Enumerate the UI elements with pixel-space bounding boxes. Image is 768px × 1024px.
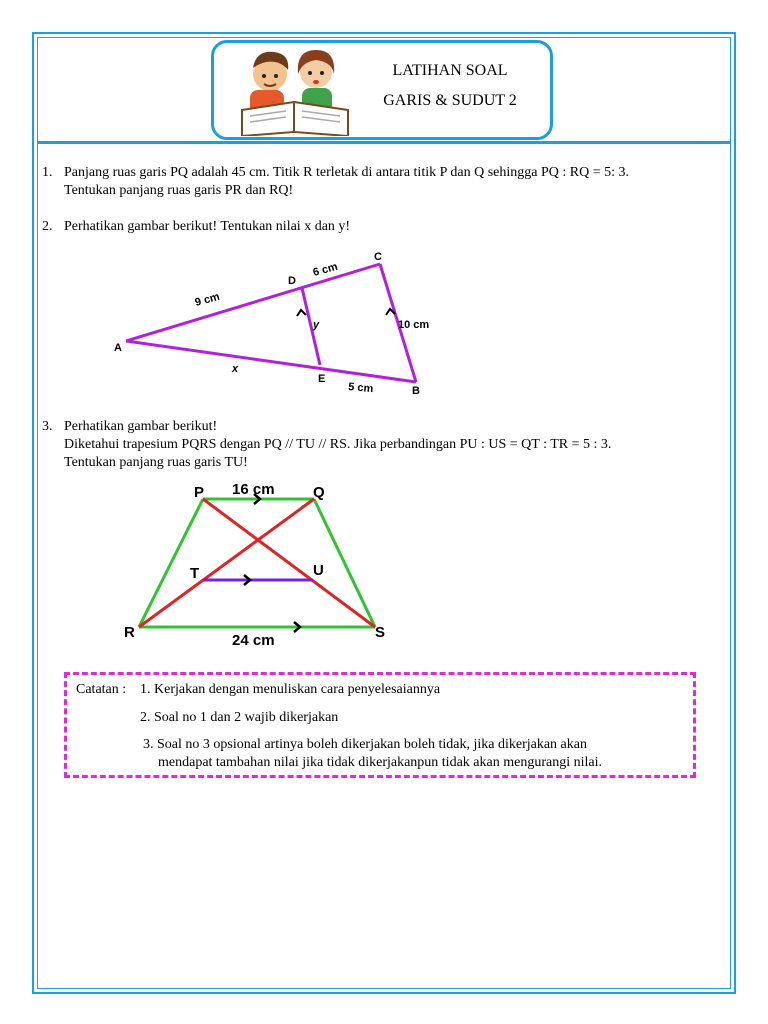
segment-pr — [139, 499, 203, 627]
note-item-3: 3. Soal no 3 opsional artinya boleh dikerjakan boleh tidak, jika dikerjakan akan — [143, 737, 587, 752]
length-label-pq: 16 cm — [232, 481, 275, 498]
note-item-2: 2. Soal no 1 dan 2 wajib dikerjakan — [140, 710, 339, 725]
question-number: 1. — [42, 165, 53, 180]
question-number: 3. — [42, 419, 53, 434]
kids-reading-illustration — [236, 44, 356, 136]
notes-label: Catatan : — [76, 682, 127, 697]
title-line-2: GARIS & SUDUT 2 — [383, 92, 517, 109]
question-text-line: Tentukan panjang ruas garis PR dan RQ! — [64, 183, 294, 198]
question-number: 2. — [42, 219, 53, 234]
vertex-label-b: B — [412, 385, 420, 397]
length-label-de: y — [313, 319, 320, 331]
trapezoid-figure — [110, 474, 410, 654]
question-text-line: Perhatikan gambar berikut! — [64, 419, 218, 434]
title-line-1: LATIHAN SOAL — [392, 62, 508, 79]
segment-ac — [126, 264, 380, 341]
vertex-label-r: R — [124, 624, 135, 641]
question-text-line: Perhatikan gambar berikut! Tentukan nilai x dan y! — [64, 219, 351, 234]
triangle-figure — [100, 244, 460, 404]
vertex-label-d: D — [288, 275, 296, 287]
question-text-line: Diketahui trapesium PQRS dengan PQ // TU // RS. Jika perbandingan PU : US = QT : TR = 5 : 3. — [64, 437, 612, 452]
vertex-label-t: T — [190, 565, 200, 582]
segment-ab — [126, 341, 416, 382]
note-item-1: 1. Kerjakan dengan menuliskan cara penyelesaiannya — [140, 682, 441, 697]
vertex-label-a: A — [114, 342, 122, 354]
note-item-3-continued: mendapat tambahan nilai jika tidak dikerjakanpun tidak akan mengurangi nilai. — [158, 755, 602, 770]
question-text-line: Tentukan panjang ruas garis TU! — [64, 455, 248, 470]
header-divider — [38, 141, 730, 144]
worksheet-title — [365, 56, 535, 116]
length-label-ad: 9 cm — [193, 290, 222, 309]
length-label-rs: 24 cm — [232, 632, 275, 649]
length-label-cb: 10 cm — [398, 319, 430, 331]
vertex-label-c: C — [374, 251, 382, 263]
vertex-label-e: E — [318, 373, 326, 385]
question-text-line: Panjang ruas garis PQ adalah 45 cm. Titik R terletak di antara titik P dan Q sehingga PQ : RQ = 5: 3. — [64, 165, 629, 180]
vertex-label-u: U — [313, 562, 324, 579]
length-label-dc: 6 cm — [311, 260, 340, 279]
parallel-mark-de — [297, 310, 306, 316]
vertex-label-p: P — [194, 484, 205, 501]
length-label-ae: x — [232, 363, 239, 375]
length-label-eb: 5 cm — [347, 381, 374, 396]
vertex-label-q: Q — [313, 484, 325, 501]
vertex-label-s: S — [375, 624, 386, 641]
